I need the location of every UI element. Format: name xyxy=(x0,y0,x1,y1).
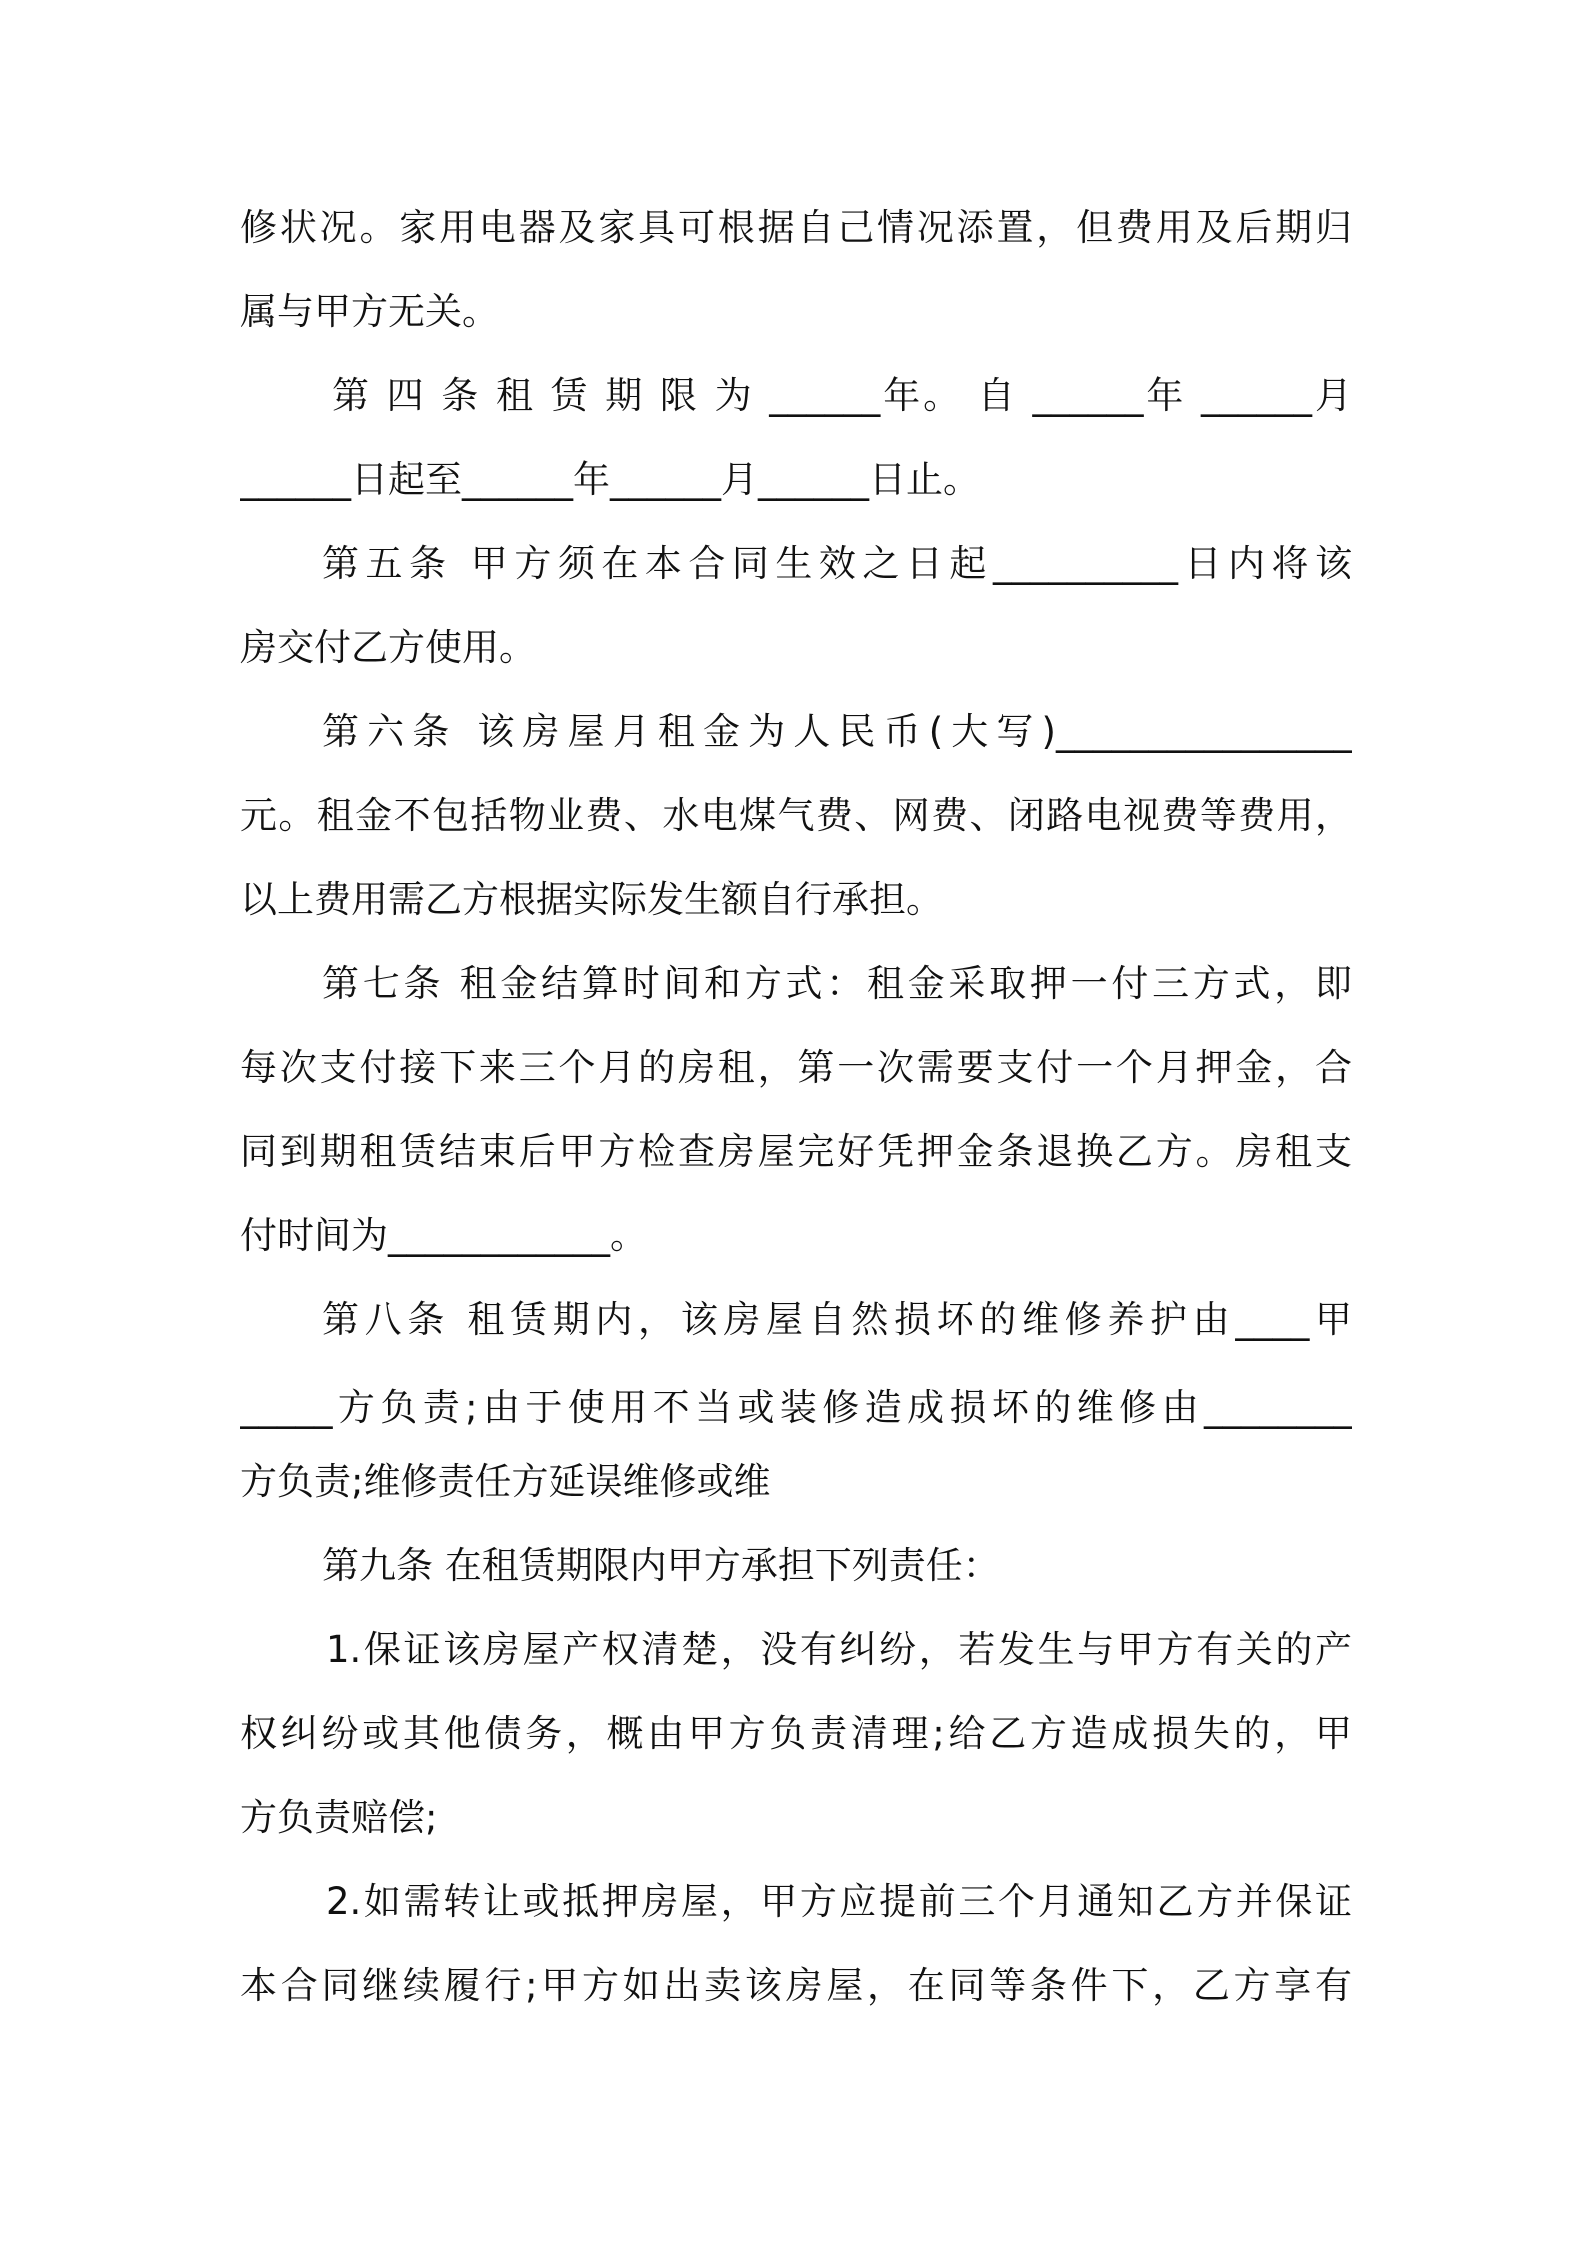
text-line: 付时间为____________。 xyxy=(240,1214,647,1257)
text-line: ______日起至______年______月______日止。 xyxy=(240,458,980,501)
text-line: 方负责赔偿; xyxy=(240,1796,438,1839)
text-line: 以上费用需乙方根据实际发生额自行承担。 xyxy=(240,878,943,921)
list-item-1: 1.保证该房屋产权清楚，没有纠纷，若发生与甲方有关的产 xyxy=(326,1628,1352,1671)
clause-8-heading: 第八条 租赁期内，该房屋自然损坏的维修养护由____甲 xyxy=(322,1298,1352,1341)
text-line: _____方负责;由于使用不当或装修造成损坏的维修由________ xyxy=(240,1386,1352,1429)
clause-7-heading: 第七条 租金结算时间和方式：租金采取押一付三方式，即 xyxy=(322,962,1352,1005)
text-line: 修状况。家用电器及家具可根据自己情况添置，但费用及后期归 xyxy=(240,206,1352,249)
text-line: 房交付乙方使用。 xyxy=(240,626,536,669)
text-line: 权纠纷或其他债务，概由甲方负责清理;给乙方造成损失的，甲 xyxy=(240,1712,1352,1755)
text-line: 本合同继续履行;甲方如出卖该房屋，在同等条件下，乙方享有 xyxy=(240,1964,1352,2007)
list-item-2: 2.如需转让或抵押房屋，甲方应提前三个月通知乙方并保证 xyxy=(326,1880,1352,1923)
text-line: 每次支付接下来三个月的房租，第一次需要支付一个月押金，合 xyxy=(240,1046,1352,1089)
clause-5-heading: 第五条 甲方须在本合同生效之日起__________日内将该 xyxy=(322,542,1352,585)
clause-6-heading: 第六条 该房屋月租金为人民币(大写)________________ xyxy=(322,710,1352,753)
text-line: 同到期租赁结束后甲方检查房屋完好凭押金条退换乙方。房租支 xyxy=(240,1130,1352,1173)
text-line: 方负责;维修责任方延误维修或维 xyxy=(240,1460,771,1503)
clause-9-heading: 第九条 在租赁期限内甲方承担下列责任： xyxy=(322,1544,1000,1587)
text-line: 属与甲方无关。 xyxy=(240,290,499,333)
clause-4-heading: 第 四 条 租 赁 期 限 为 ______年。 自 ______年 ______月 xyxy=(332,374,1352,417)
text-line: 元。租金不包括物业费、水电煤气费、网费、闭路电视费等费用， xyxy=(240,794,1352,837)
